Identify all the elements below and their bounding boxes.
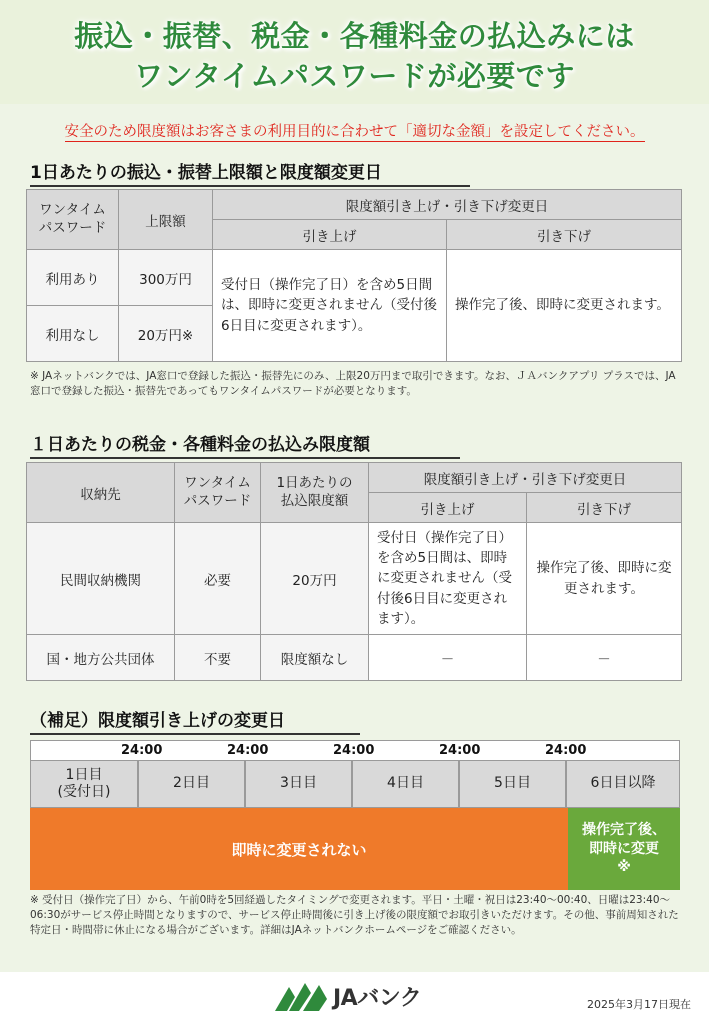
timeline-days — [30, 760, 680, 808]
row1-payee: 民間収納機関 — [27, 523, 175, 635]
col-otp: ワンタイム パスワード — [27, 190, 119, 250]
timeline-day-1: 1日目 (受付日) — [30, 760, 138, 808]
col-raise2: 引き上げ — [369, 493, 527, 523]
raise-change-text: 受付日（操作完了日）を含め5日間は、即時に変更されません（受付後6日目に変更されます）。 — [213, 250, 447, 362]
timeline-day-6: 6日目以降 — [566, 760, 680, 808]
row1-limit: 300万円 — [119, 250, 213, 306]
timeline-day-3: 3日目 — [245, 760, 352, 808]
row1-otp2: 必要 — [175, 523, 261, 635]
page-title-line1: 振込・振替、税金・各種料金の払込みには — [74, 19, 635, 53]
row2-raise2: － — [369, 635, 527, 681]
ja-logo-icon — [275, 981, 327, 1011]
row2-limit2: 限度額なし — [261, 635, 369, 681]
section1-note: ※ JAネットバンクでは、JA窓口で登録した振込・振替先にのみ、上限20万円まで取引できます。なお、ＪＡバンクアプリ プラスでは、JA窓口で登録した振込・振替先であってもワンタイムパスワードが必要となります。 — [30, 370, 676, 398]
page-title-line2: ワンタイムパスワードが必要です — [134, 59, 575, 93]
col-lower: 引き下げ — [447, 220, 682, 250]
timeline-times — [30, 740, 680, 760]
row2-otp2: 不要 — [175, 635, 261, 681]
row1-limit2: 20万円 — [261, 523, 369, 635]
row1-lower2: 操作完了後、即時に変更されます。 — [527, 523, 682, 635]
row2-limit: 20万円※ — [119, 306, 213, 362]
timeline-day-4: 4日目 — [352, 760, 459, 808]
col-otp2: ワンタイム パスワード — [175, 463, 261, 523]
col-raise: 引き上げ — [213, 220, 447, 250]
timeline-time-1: 24:00 — [121, 743, 163, 758]
limit-notice-text: 安全のため限度額はお客さまの利用目的に合わせて「適切な金額」を設定してください。 — [64, 124, 645, 140]
section3-note: ※ 受付日（操作完了日）から、午前0時を5回経過したタイミングで変更されます。平日・土曜・祝日は23:40～00:40、日曜は23:40～06:30がサービス停止時間となりますので、サービス停止時間後に引き上げ後の限度額でお取引きいただけます。その他、事前周知された特定日・時間帯に休止になる場合がございます。詳細はJAネットバンクホームページをご確認ください。 — [30, 894, 679, 937]
col-lower2: 引き下げ — [527, 493, 682, 523]
as-of-date: 2025年3月17日現在 — [587, 998, 691, 1011]
timeline-time-3: 24:00 — [333, 743, 375, 758]
payment-limit-table — [26, 462, 682, 681]
lower-change-text: 操作完了後、即時に変更されます。 — [447, 250, 682, 362]
col-limit2: 1日あたりの 払込限度額 — [261, 463, 369, 523]
row2-payee: 国・地方公共団体 — [27, 635, 175, 681]
timeline-time-2: 24:00 — [227, 743, 269, 758]
timeline-time-4: 24:00 — [439, 743, 481, 758]
section2-heading: １日あたりの税金・各種料金の払込み限度額 — [30, 430, 460, 459]
col-change-date: 限度額引き上げ・引き下げ変更日 — [213, 190, 682, 220]
ja-bank-logo — [275, 980, 421, 1012]
timeline-time-5: 24:00 — [545, 743, 587, 758]
timeline-day-2: 2日目 — [138, 760, 245, 808]
section3-heading: （補足）限度額引き上げの変更日 — [30, 706, 360, 735]
transfer-limit-table — [26, 189, 682, 362]
timeline-day-5: 5日目 — [459, 760, 566, 808]
section1-heading: 1日あたりの振込・振替上限額と限度額変更日 — [30, 158, 470, 187]
timeline-bars — [30, 808, 680, 890]
col-limit: 上限額 — [119, 190, 213, 250]
row1-raise2: 受付日（操作完了日）を含め5日間は、即時に変更されません（受付後6日目に変更されます）。 — [369, 523, 527, 635]
header-band — [0, 0, 709, 104]
limit-notice — [0, 120, 709, 141]
row2-otp: 利用なし — [27, 306, 119, 362]
col-payee: 収納先 — [27, 463, 175, 523]
logo-text: JAバンク — [333, 985, 422, 1011]
row1-otp: 利用あり — [27, 250, 119, 306]
row2-lower2: － — [527, 635, 682, 681]
not-immediate-bar: 即時に変更されない — [30, 808, 568, 890]
immediate-bar: 操作完了後、 即時に変更 ※ — [568, 808, 680, 890]
col-change-date2: 限度額引き上げ・引き下げ変更日 — [369, 463, 682, 493]
